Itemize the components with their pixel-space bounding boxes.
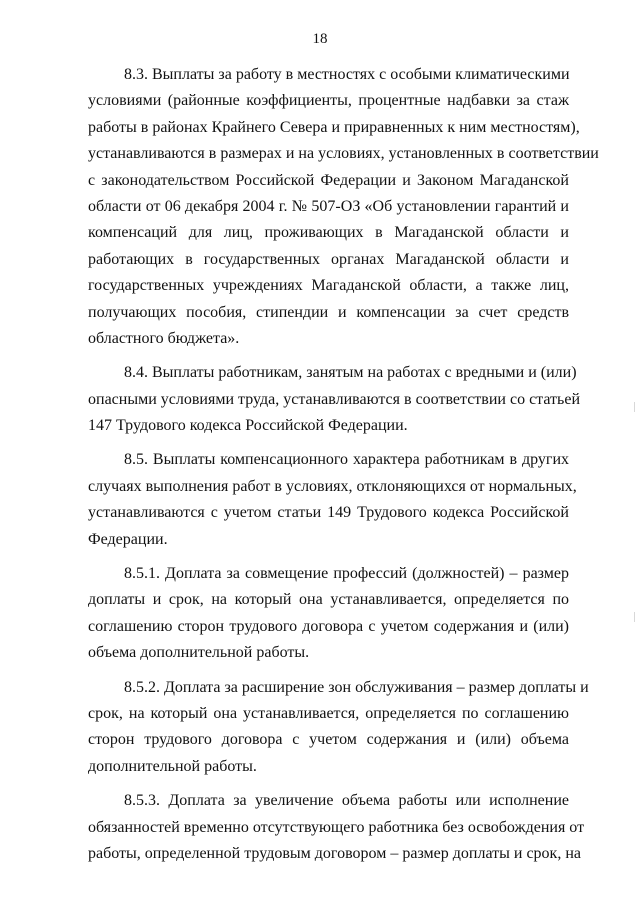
paragraph-p-8-3	[88, 62, 599, 352]
text-line: устанавливаются с учетом статьи 149 Трудового кодекса Российской	[88, 504, 569, 522]
text-line: получающих пособия, стипендии и компенсации за счет средств	[88, 303, 569, 321]
text-line: Федерации.	[88, 530, 168, 548]
text-line: устанавливаются в размерах и на условиях, установленных в соответствии	[88, 145, 599, 163]
text-line: 8.5.2. Доплата за расширение зон обслуживания – размер доплаты и	[124, 678, 589, 696]
text-line: случаях выполнения работ в условиях, отклоняющихся от нормальных,	[88, 477, 577, 495]
text-line: доплаты и срок, на который она устанавливается, определяется по	[88, 591, 569, 609]
text-line: 8.4. Выплаты работникам, занятым на работах с вредными и (или)	[124, 364, 577, 382]
paragraph-p-8-5-3	[88, 788, 585, 867]
text-line: компенсаций для лиц, проживающих в Магаданской области и	[88, 224, 569, 242]
text-line: областного бюджета».	[88, 329, 240, 347]
text-line: работающих в государственных органах Магаданской области и	[88, 250, 569, 268]
text-line: 8.5.3. Доплата за увеличение объема работы или исполнение	[124, 792, 569, 810]
text-line: объема дополнительной работы.	[88, 644, 310, 662]
text-line: работы, определенной трудовым договором – размер доплаты и срок, на	[88, 844, 581, 862]
margin-mark	[634, 402, 635, 412]
margin-mark	[634, 612, 635, 622]
text-line: опасными условиями труда, устанавливаются в соответствии со статьей	[88, 390, 580, 408]
text-line: 8.5.1. Доплата за совмещение профессий (должностей) – размер	[124, 565, 569, 583]
document-body	[88, 62, 599, 875]
text-line: соглашению сторон трудового договора с учетом содержания и (или)	[88, 617, 569, 635]
paragraph-p-8-5	[88, 447, 577, 553]
text-line: сторон трудового договора с учетом содержания и (или) объема	[88, 731, 569, 749]
text-line: 8.3. Выплаты за работу в местностях с особыми климатическими	[124, 66, 570, 83]
text-line: условиями (районные коэффициенты, процентные надбавки за стаж	[88, 92, 569, 110]
text-line: работы в районах Крайнего Севера и приравненных к ним местностям),	[88, 118, 580, 136]
paragraph-p-8-4	[88, 360, 580, 439]
text-line: срок, на который она устанавливается, определяется по соглашению	[88, 704, 569, 722]
text-line: обязанностей временно отсутствующего работника без освобождения от	[88, 818, 585, 836]
page-number: 18	[312, 31, 328, 47]
text-line: 8.5. Выплаты компенсационного характера работникам в других	[124, 451, 569, 469]
text-line: с законодательством Российской Федерации и Законом Магаданской	[88, 171, 569, 189]
text-line: государственных учреждениях Магаданской области, а также лиц,	[88, 277, 569, 295]
paragraph-p-8-5-2	[88, 675, 589, 781]
paragraph-p-8-5-1	[88, 561, 569, 667]
text-line: области от 06 декабря 2004 г. № 507-ОЗ «Об установлении гарантий и	[88, 197, 569, 215]
text-line: дополнительной работы.	[88, 757, 257, 775]
text-line: 147 Трудового кодекса Российской Федерации.	[88, 417, 408, 435]
